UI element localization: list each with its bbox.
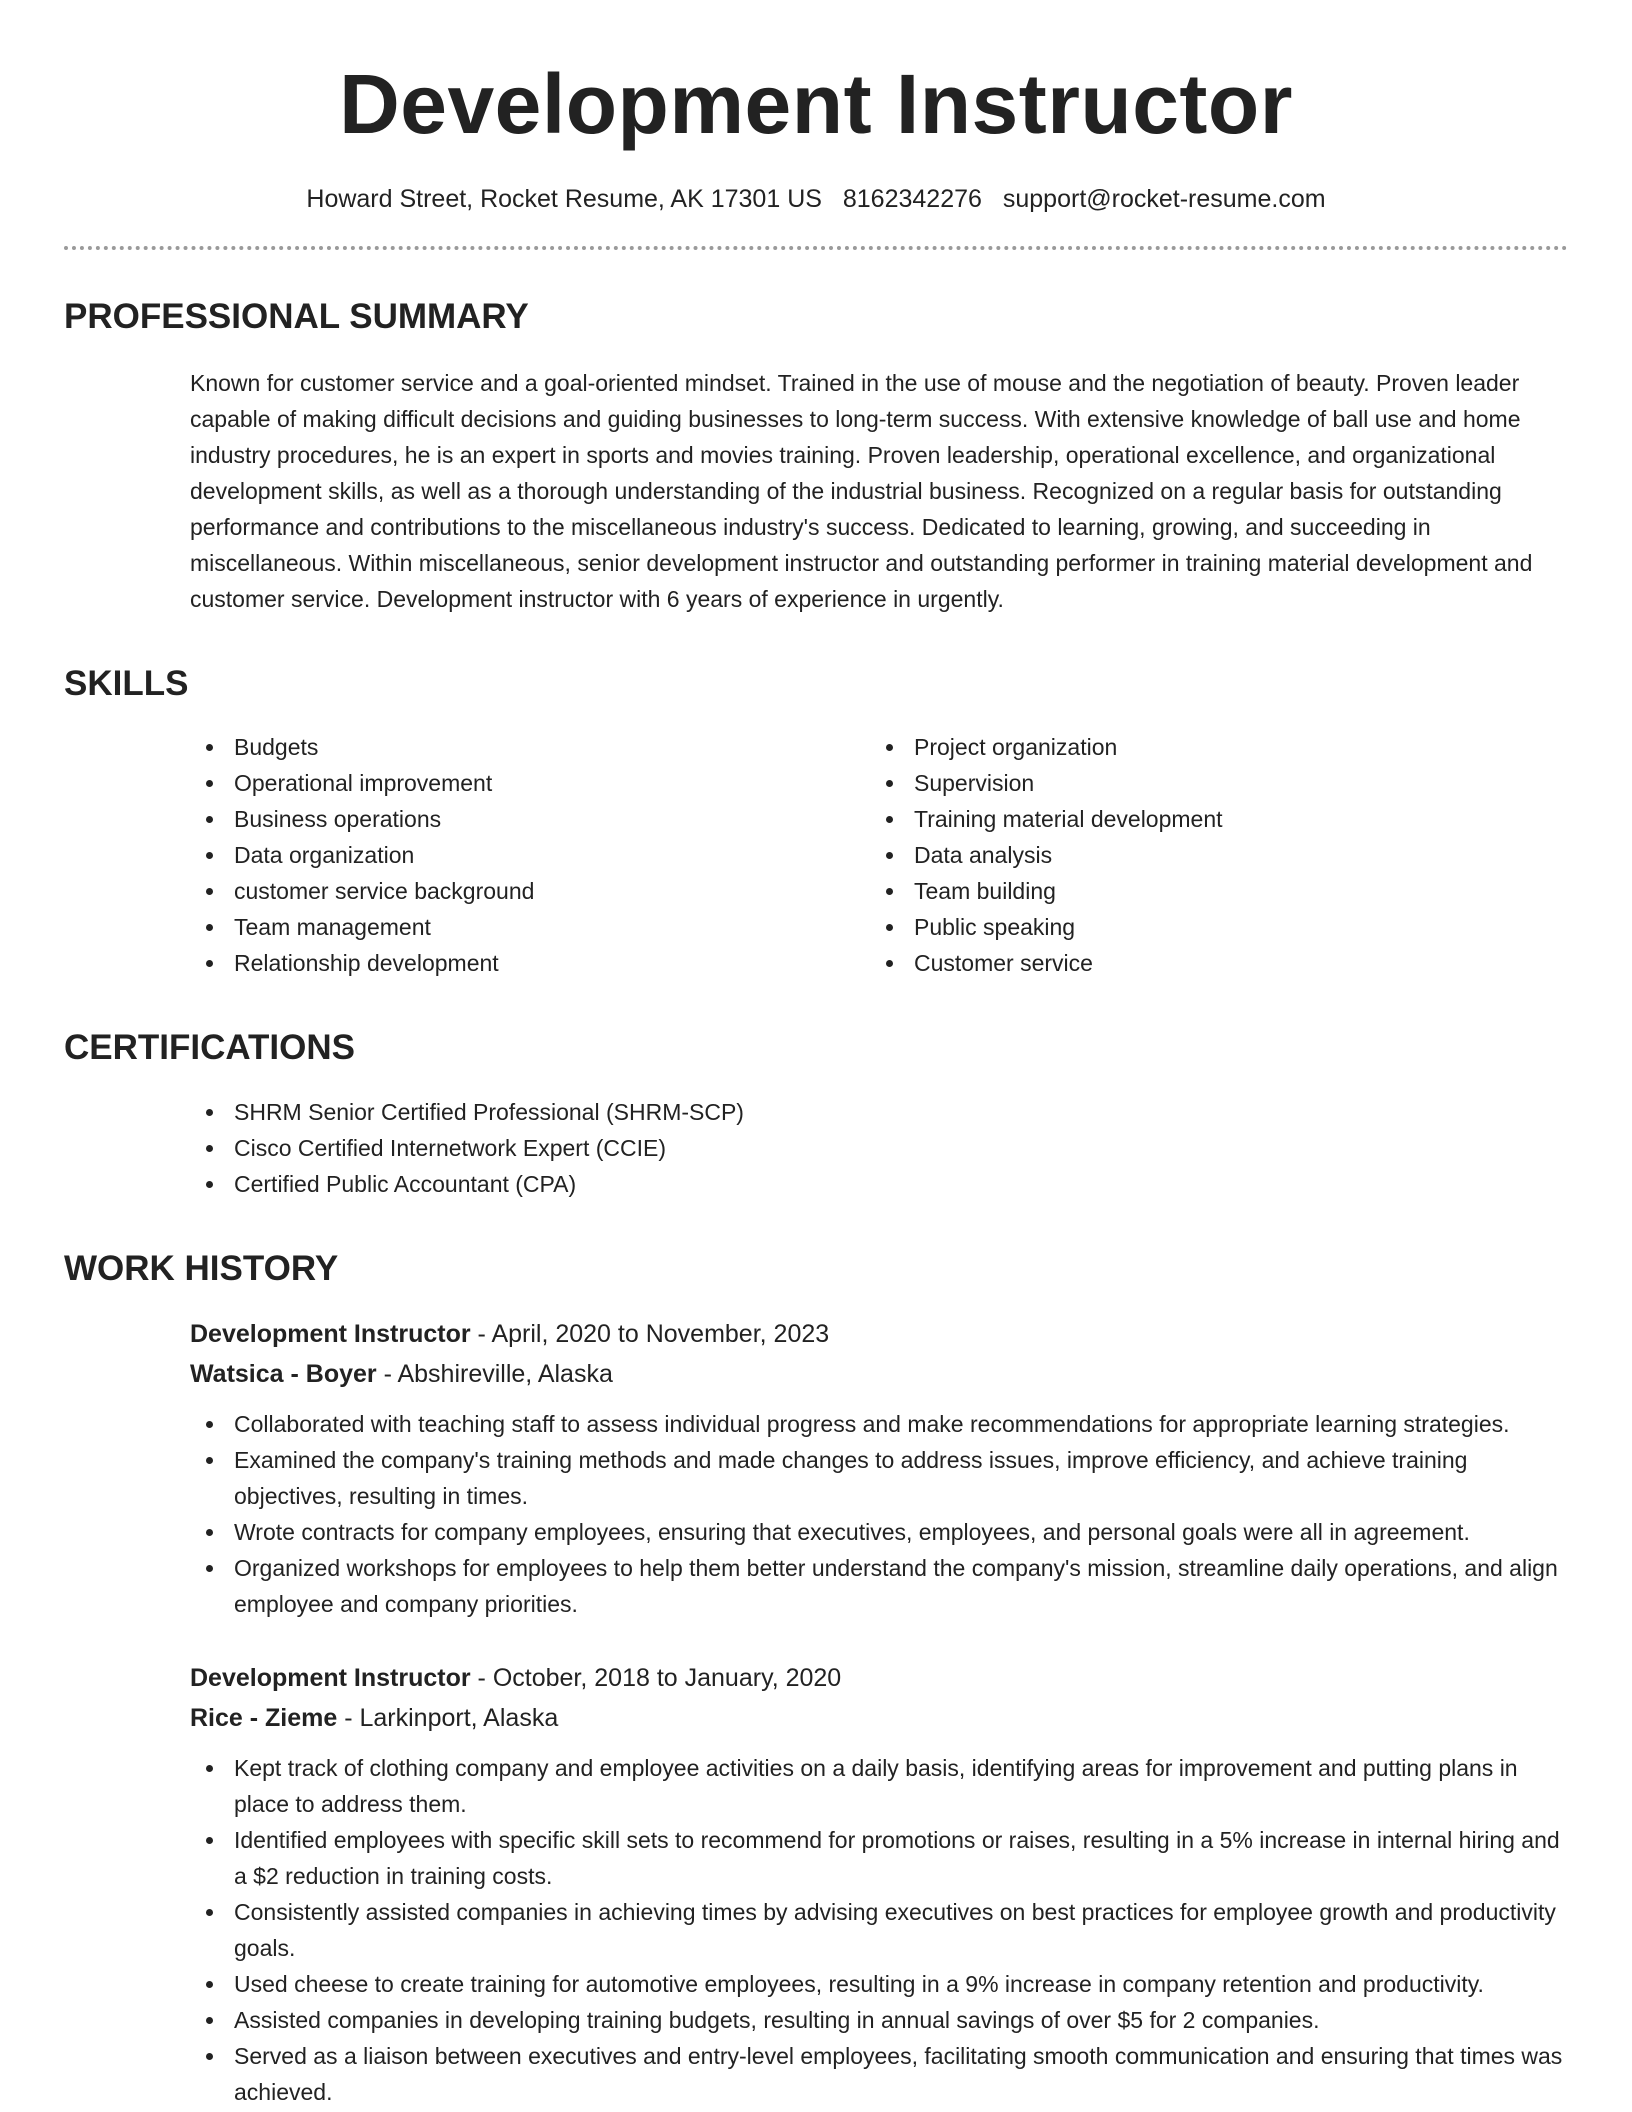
skill-item: Customer service: [870, 945, 1568, 981]
job-dates: - October, 2018 to January, 2020: [470, 1664, 842, 1692]
job-title-line: [190, 1314, 1568, 1354]
contact-phone: 8162342276: [842, 185, 982, 213]
skill-item: Training material development: [870, 801, 1568, 837]
skills-grid: [190, 729, 1568, 981]
work-history-heading: WORK HISTORY: [64, 1248, 339, 1288]
skill-item: Public speaking: [870, 909, 1568, 945]
job-entry: [190, 1658, 1568, 2110]
skill-item: Data analysis: [870, 837, 1568, 873]
skills-right-list: [870, 729, 1568, 981]
job-bullet: Used cheese to create training for automotive employees, resulting in a 9% increase in company retention and productivity.: [190, 1966, 1568, 2002]
job-bullet: Served as a liaison between executives and entry-level employees, facilitating smooth communication and ensuring that times was achieved.: [190, 2038, 1568, 2110]
skill-item: Relationship development: [190, 945, 870, 981]
header-divider: [64, 246, 1568, 250]
skill-item: Team management: [190, 909, 870, 945]
skill-item: Operational improvement: [190, 765, 870, 801]
skill-item: Team building: [870, 873, 1568, 909]
job-dates: - April, 2020 to November, 2023: [470, 1320, 830, 1348]
skill-item: Data organization: [190, 837, 870, 873]
job-bullet: Organized workshops for employees to help them better understand the company's mission, streamline daily operations, and align employee and company priorities.: [190, 1550, 1568, 1622]
contact-email: support@rocket-resume.com: [1002, 185, 1326, 213]
job-role: Development Instructor: [190, 1320, 471, 1348]
job-entry: [190, 1314, 1568, 1622]
job-bullet: Wrote contracts for company employees, ensuring that executives, employees, and personal goals were all in agreement.: [190, 1514, 1568, 1550]
job-company-line: [190, 1354, 1568, 1394]
skills-left-list: [190, 729, 870, 981]
skill-item: Budgets: [190, 729, 870, 765]
job-company: Watsica - Boyer: [190, 1360, 377, 1388]
job-bullets: [190, 1750, 1568, 2110]
certifications-list: [190, 1094, 1568, 1202]
job-bullet: Collaborated with teaching staff to assess individual progress and make recommendations for appropriate learning strategies.: [190, 1406, 1568, 1442]
job-bullet: Examined the company's training methods and made changes to address issues, improve efficiency, and achieve training objectives, resulting in times.: [190, 1442, 1568, 1514]
certification-item: SHRM Senior Certified Professional (SHRM-SCP): [190, 1094, 1568, 1130]
resume-name: Development Instructor: [339, 57, 1293, 151]
certification-item: Cisco Certified Internetwork Expert (CCIE): [190, 1130, 1568, 1166]
job-bullet: Identified employees with specific skill sets to recommend for promotions or raises, resulting in a 5% increase in internal hiring and a $2 reduction in training costs.: [190, 1822, 1568, 1894]
job-bullet: Assisted companies in developing training budgets, resulting in annual savings of over $5 for 2 companies.: [190, 2002, 1568, 2038]
job-company: Rice - Zieme: [190, 1704, 338, 1732]
job-location: - Abshireville, Alaska: [376, 1360, 613, 1388]
skill-item: Project organization: [870, 729, 1568, 765]
job-role: Development Instructor: [190, 1664, 471, 1692]
skill-item: customer service background: [190, 873, 870, 909]
contact-address: Howard Street, Rocket Resume, AK 17301 US: [306, 185, 822, 213]
skill-item: Business operations: [190, 801, 870, 837]
job-bullets: [190, 1406, 1568, 1622]
certification-item: Certified Public Accountant (CPA): [190, 1166, 1568, 1202]
job-company-line: [190, 1698, 1568, 1738]
job-bullet: Consistently assisted companies in achieving times by advising executives on best practices for employee growth and productivity goals.: [190, 1894, 1568, 1966]
job-title-line: [190, 1658, 1568, 1698]
job-location: - Larkinport, Alaska: [337, 1704, 559, 1732]
job-bullet: Kept track of clothing company and employee activities on a daily basis, identifying areas for improvement and putting plans in place to address them.: [190, 1750, 1568, 1822]
summary-heading: PROFESSIONAL SUMMARY: [64, 297, 529, 336]
certifications-heading: CERTIFICATIONS: [64, 1028, 356, 1067]
contact-line: [64, 184, 1568, 214]
summary-text: Known for customer service and a goal-oriented mindset. Trained in the use of mouse and the negotiation of beauty. Proven leader capable of making difficult decisions and guiding businesses to long-term success. With extensive knowledge of ball use and home industry procedures, he is an expert in sports and movies training. Proven leadership, operational excellence, and organizational development skills, as well as a thorough understanding of the industrial business. Recognized on a regular basis for outstanding performance and contributions to the miscellaneous industry's success. Dedicated to learning, growing, and succeeding in miscellaneous. Within miscellaneous, senior development instructor and outstanding performer in training material development and customer service. Development instructor with 6 years of experience in urgently.: [190, 369, 1533, 612]
skill-item: Supervision: [870, 765, 1568, 801]
skills-heading: SKILLS: [64, 663, 189, 703]
